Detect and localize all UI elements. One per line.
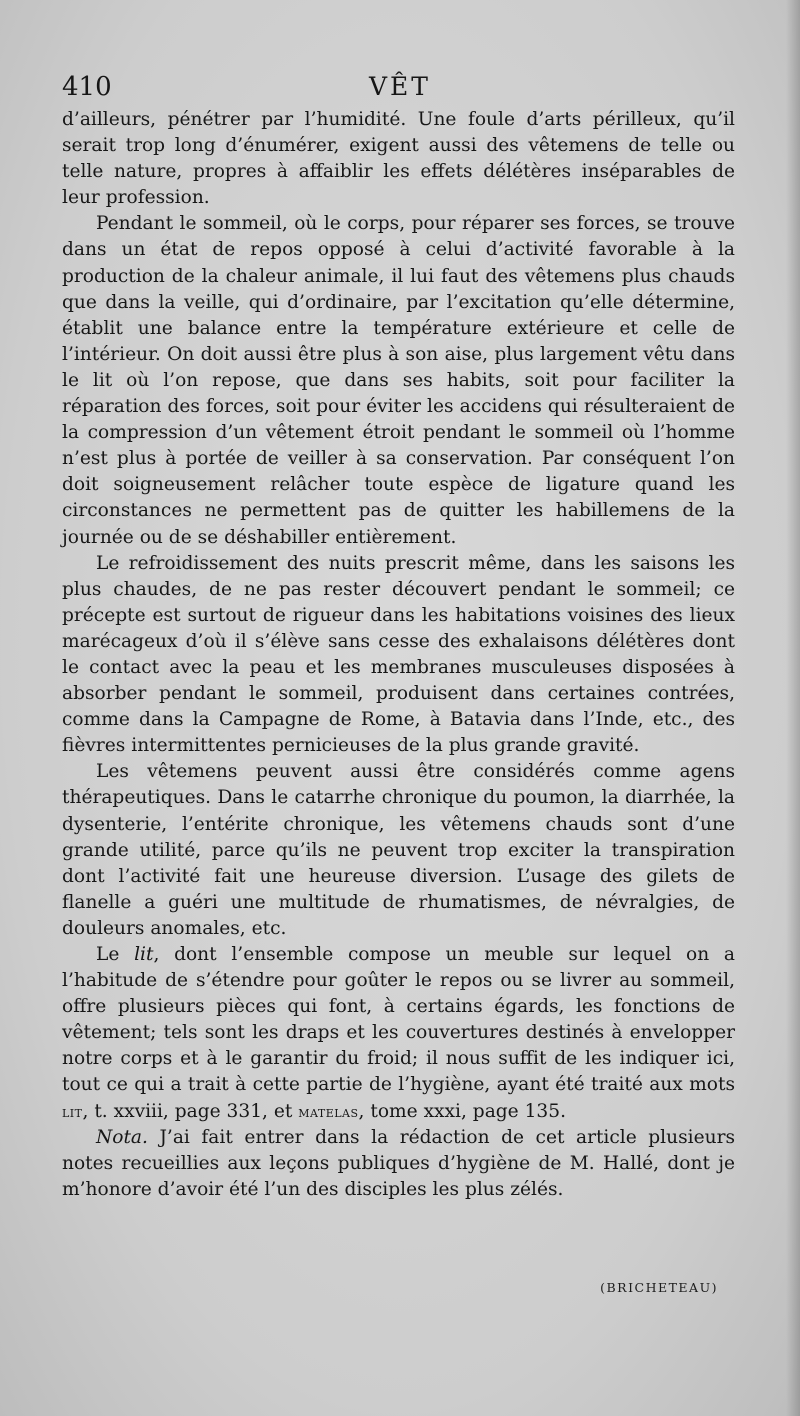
reference-matelas: matelas (298, 1101, 359, 1121)
paragraph-2: Pendant le sommeil, où le corps, pour réparer ses forces, se trouve dans un état de repos opposé à celui d’activité favorable à la production de la chaleur animale, il lui faut des vêtemens plus chauds que dans la veille, qui d’ordinaire, par l’excitation qu’elle détermine, établit une balance entre la température extérieure et celle de l’intérieur. On doit aussi être plus à son aise, plus largement vêtu dans le lit où l’on repose, que dans ses habits, soit pour faciliter la réparation des forces, soit pour éviter les accidens qui résulteraient de la compression d’un vêtement étroit pendant le sommeil où l’homme n’est plus à portée de veiller à sa conservation. Par conséquent l’on doit soigneusement relâcher toute espèce de ligature quand les circonstances ne permettent pas de quitter les habillemens de la journée ou de se déshabiller entièrement. (62, 213, 735, 548)
page-number: 410 (62, 72, 112, 102)
paragraph-1: d’ailleurs, pénétrer par l’humidité. Une foule d’arts périlleux, qu’il serait trop long d’énumérer, exigent aussi des vêtemens de telle ou telle nature, propres à affaiblir les effets délétères inséparables de leur profession. (62, 109, 735, 209)
italic-term-lit: lit (134, 944, 154, 965)
reference-matelas-volume: , tome xxxi, page 135. (358, 1100, 566, 1122)
author-signature: (BRICHETEAU) (600, 1280, 718, 1295)
paragraph-5-start: Le (96, 944, 135, 965)
reference-lit: lit (62, 1101, 83, 1121)
paragraph-3: Le refroidissement des nuits prescrit même, dans les saisons les plus chaudes, de ne pas rester découvert pendant le sommeil; ce précepte est surtout de rigueur dans les habitations voisines des lieux marécageux d’où il s’élève sans cesse des exhalaisons délétères dont le contact avec la peau et les membranes musculeuses disposées à absorber pendant le sommeil, produisent dans certaines contrées, comme dans la Campagne de Rome, à Batavia dans l’Inde, etc., des fièvres intermittentes pernicieuses de la plus grande gravité. (62, 552, 735, 757)
paragraph-nota (62, 1125, 735, 1203)
running-head: VÊT (369, 72, 431, 101)
page-edge-shadow (786, 0, 800, 1416)
paragraph-5-text: , dont l’ensemble compose un meuble sur lequel on a l’habitude de s’étendre pour goûter le repos ou se livrer au sommeil, offre plusieurs pièces qui font, à certains égards, les fonctions de vêtement; tels sont les draps et les couvertures destinés à envelopper notre corps et à le garantir du froid; il nous suffit de les indiquer ici, tout ce qui a trait à cette partie de l’hygiène, ayant été traité aux mots (62, 944, 736, 1096)
nota-text: J’ai fait entrer dans la rédaction de cet article plusieurs notes recueillies aux leçons publiques d’hygiène de M. Hallé, dont je m’honore d’avoir été l’un des disciples les plus zélés. (62, 1126, 735, 1200)
nota-label: Nota. (96, 1126, 148, 1148)
reference-lit-volume: , t. xxviii, page 331, et (82, 1100, 299, 1122)
paragraph-4: Les vêtemens peuvent aussi être considérés comme agens thérapeutiques. Dans le catarrhe chronique du poumon, la diarrhée, la dysenterie, l’entérite chronique, les vêtemens chauds sont d’une grande utilité, parce qu’ils ne peuvent trop exciter la transpiration dont l’activité fait une heureuse diversion. L’usage des gilets de flanelle a guéri une multitude de rhumatismes, de névralgies, de douleurs anomales, etc. (62, 761, 735, 939)
page-header (60, 72, 740, 112)
body-text (62, 107, 735, 1203)
paragraph-5 (62, 942, 735, 1125)
